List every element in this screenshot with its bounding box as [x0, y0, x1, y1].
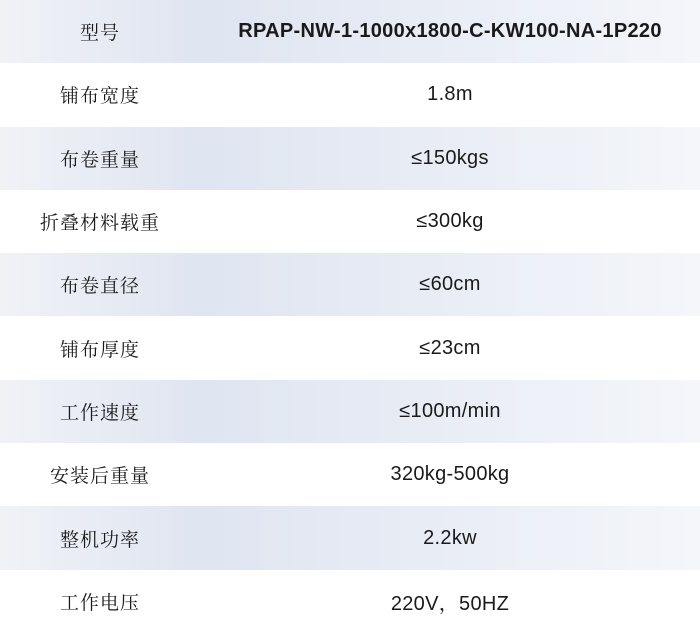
spec-label: 安装后重量 [0, 443, 200, 506]
spec-label: 工作电压 [0, 570, 200, 633]
spec-value: 2.2kw [200, 506, 700, 569]
table-row [0, 506, 700, 569]
table-row [0, 443, 700, 506]
table-row [0, 0, 700, 63]
spec-value: ≤60cm [200, 253, 700, 316]
spec-value [200, 0, 700, 63]
table-row [0, 190, 700, 253]
spec-value: ≤300kg [200, 190, 700, 253]
spec-label: 工作速度 [0, 380, 200, 443]
spec-label: 整机功率 [0, 506, 200, 569]
spec-value: 320kg-500kg [200, 443, 700, 506]
table-row [0, 63, 700, 126]
table-row [0, 570, 700, 633]
spec-label: 布卷重量 [0, 127, 200, 190]
spec-value: 220V，50HZ [200, 570, 700, 633]
spec-label: 型号 [0, 0, 200, 63]
table-row [0, 127, 700, 190]
spec-label: 铺布厚度 [0, 316, 200, 379]
spec-label: 铺布宽度 [0, 63, 200, 126]
spec-label: 布卷直径 [0, 253, 200, 316]
spec-value: ≤23cm [200, 316, 700, 379]
spec-value: ≤150kgs [200, 127, 700, 190]
table-row [0, 316, 700, 379]
spec-label: 折叠材料载重 [0, 190, 200, 253]
spec-value: 1.8m [200, 63, 700, 126]
spec-value: ≤100m/min [200, 380, 700, 443]
table-row [0, 253, 700, 316]
table-row [0, 380, 700, 443]
model-value: RPAP-NW-1-1000x1800-C-KW100-NA-1P220 [238, 20, 662, 43]
